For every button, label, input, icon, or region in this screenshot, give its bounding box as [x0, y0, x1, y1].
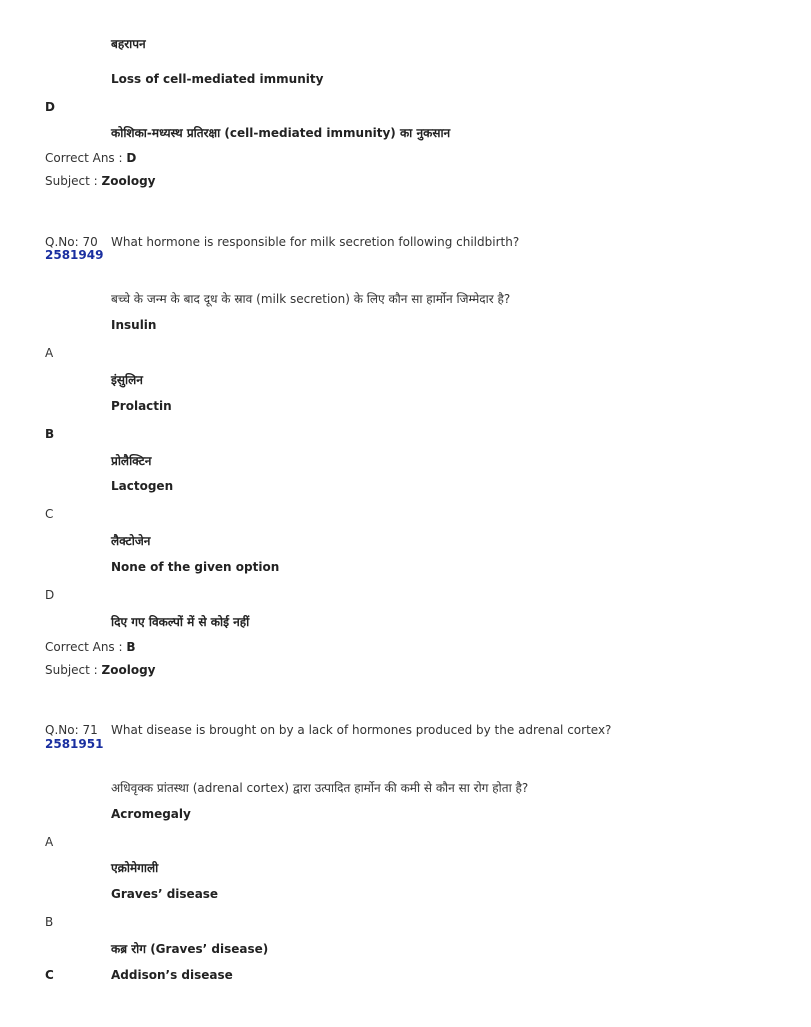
option-a-hindi: इंसुलिन	[111, 373, 143, 387]
qno-label: Q.No:	[45, 723, 79, 737]
option-letter-c: C	[45, 507, 54, 521]
option-b-english: Prolactin	[111, 399, 172, 413]
subject-value: Zoology	[101, 663, 156, 677]
qno-label: Q.No:	[45, 235, 79, 249]
option-c-hindi: बहरापन	[111, 37, 146, 51]
option-letter-d: D	[45, 100, 55, 114]
question-id: 2581949	[45, 248, 104, 262]
correct-answer	[45, 641, 136, 653]
option-letter-a: A	[45, 835, 54, 849]
subject	[45, 175, 156, 187]
question-number	[45, 236, 98, 248]
question-number	[45, 724, 98, 736]
subject-label: Subject :	[45, 174, 98, 188]
option-b-hindi: कब्र रोग (Graves’ disease)	[111, 942, 269, 956]
question-text-hindi: बच्चे के जन्म के बाद दूध के स्राव (milk secretion) के लिए कौन सा हार्मोन जिम्मेदार है?	[111, 292, 511, 306]
qno-value: 71	[82, 723, 98, 737]
correct-answer-label: Correct Ans :	[45, 151, 123, 165]
option-letter-b: B	[45, 427, 55, 441]
correct-answer-label: Correct Ans :	[45, 640, 123, 654]
option-b-hindi: प्रोलैक्टिन	[111, 454, 152, 468]
option-d-english: None of the given option	[111, 560, 280, 574]
option-c-english: Lactogen	[111, 479, 174, 493]
question-text-english: What hormone is responsible for milk secretion following childbirth?	[111, 235, 520, 249]
correct-answer-value: D	[126, 151, 137, 165]
subject	[45, 664, 156, 676]
option-d-hindi: दिए गए विकल्पों में से कोई नहीं	[111, 615, 250, 629]
question-id: 2581951	[45, 737, 104, 751]
option-b-english: Graves’ disease	[111, 887, 219, 901]
question-text-hindi: अधिवृक्क प्रांतस्था (adrenal cortex) द्वारा उत्पादित हार्मोन की कमी से कौन सा रोग होता है?	[111, 781, 529, 795]
correct-answer	[45, 152, 136, 164]
option-a-english: Acromegaly	[111, 807, 191, 821]
option-c-english: Addison’s disease	[111, 968, 233, 982]
correct-answer-value: B	[126, 640, 136, 654]
option-d-hindi: कोशिका-मध्यस्थ प्रतिरक्षा (cell-mediated immunity) का नुकसान	[111, 126, 451, 140]
option-a-hindi: एक्रोमेगाली	[111, 861, 159, 875]
option-letter-a: A	[45, 346, 54, 360]
option-d-english: Loss of cell-mediated immunity	[111, 72, 324, 86]
question-text-english: What disease is brought on by a lack of hormones produced by the adrenal cortex?	[111, 723, 612, 737]
option-letter-c: C	[45, 968, 54, 982]
subject-value: Zoology	[101, 174, 156, 188]
option-letter-d: D	[45, 588, 55, 602]
option-a-english: Insulin	[111, 318, 157, 332]
qno-value: 70	[82, 235, 98, 249]
subject-label: Subject :	[45, 663, 98, 677]
option-letter-b: B	[45, 915, 54, 929]
option-c-hindi: लैक्टोजेन	[111, 534, 151, 548]
